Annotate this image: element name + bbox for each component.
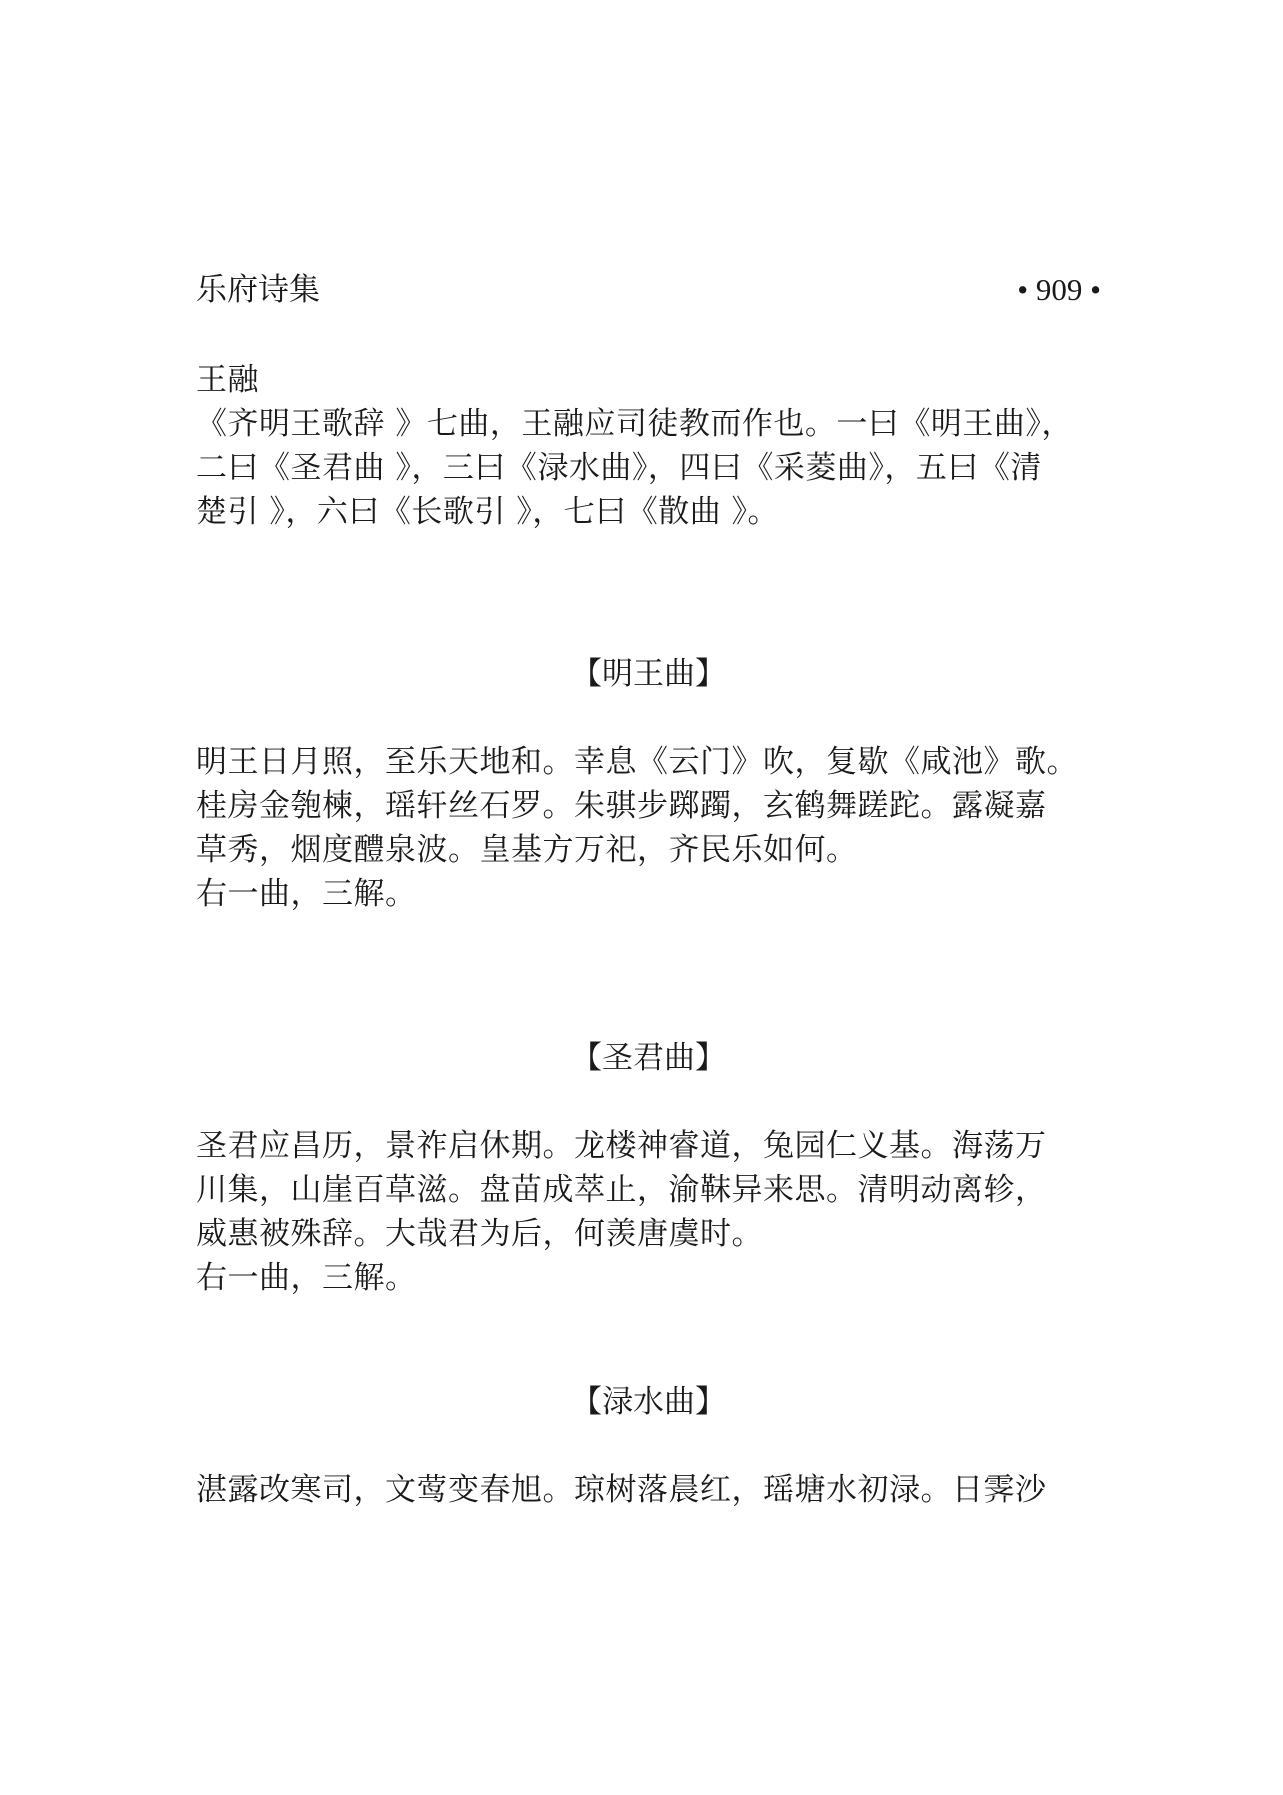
poem-line: 川集，山崖百草滋。盘苗成萃止，渝靺异来思。清明动离轸， xyxy=(196,1172,1047,1208)
page-number: • 909 • xyxy=(1017,272,1101,307)
poem-line: 草秀，烟度醴泉波。皇基方万祀，齐民乐如何。 xyxy=(196,832,858,868)
intro-line: 楚引 》，六曰《长歌引 》，七曰《散曲 》。 xyxy=(196,494,780,530)
poem-line: 威惠被殊辞。大哉君为后，何羡唐虞时。 xyxy=(196,1216,763,1252)
intro-line: 二曰《圣君曲 》，三曰《渌水曲》，四曰《采菱曲》，五曰《清 xyxy=(196,450,1042,486)
poem-shengjun xyxy=(196,1124,1101,1300)
section-heading-mingwang: 【明王曲】 xyxy=(571,656,726,692)
poem-note: 右一曲，三解。 xyxy=(196,876,417,912)
poem-lushui xyxy=(196,1468,1101,1512)
intro-block xyxy=(196,358,1101,534)
section-heading-shengjun: 【圣君曲】 xyxy=(571,1040,726,1076)
poem-note: 右一曲，三解。 xyxy=(196,1260,417,1296)
running-header xyxy=(196,268,1101,312)
poem-line: 圣君应昌历，景祚启休期。龙楼神睿道，兔园仁义基。海荡万 xyxy=(196,1128,1047,1164)
poem-line: 桂房金匏楝，瑶轩丝石罗。朱骐步踯躅，玄鹤舞蹉跎。露凝嘉 xyxy=(196,788,1047,824)
intro-line: 《齐明王歌辞 》七曲，王融应司徒教而作也。一曰《明王曲》， xyxy=(196,406,1073,442)
section-heading-lushui: 【渌水曲】 xyxy=(571,1384,726,1420)
author-name: 王融 xyxy=(196,362,259,398)
poem-line: 湛露改寒司，文莺变春旭。琼树落晨红，瑶塘水初渌。日霁沙 xyxy=(196,1472,1047,1508)
poem-line: 明王日月照，至乐天地和。幸息《云门》吹，复歇《咸池》歌。 xyxy=(196,744,1078,780)
poem-mingwang xyxy=(196,740,1101,916)
document-page xyxy=(196,0,1101,1795)
book-title: 乐府诗集 xyxy=(196,272,320,308)
